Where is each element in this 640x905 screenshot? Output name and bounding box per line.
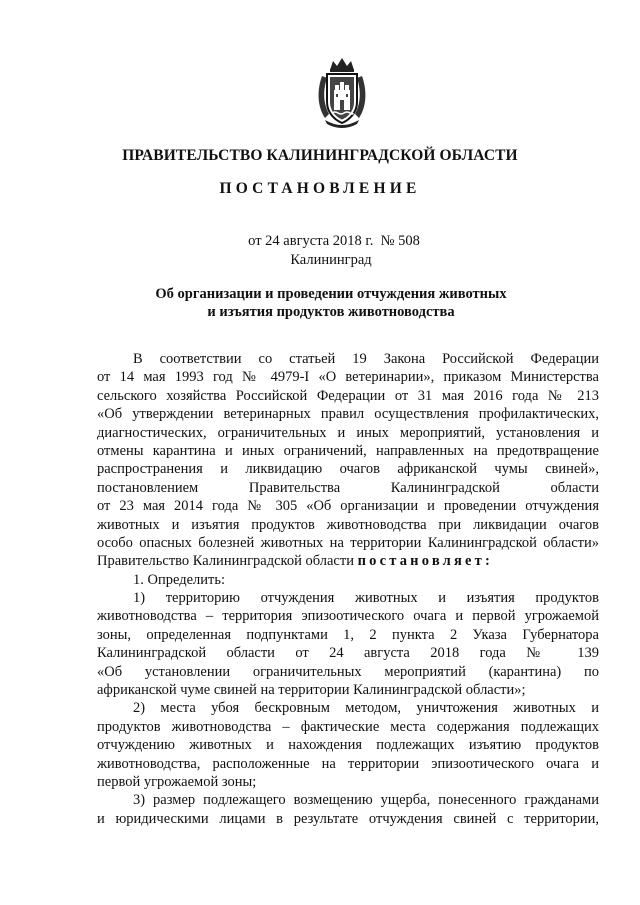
- body-line: Калининградской области от 24 августа 2018 года № 139: [97, 645, 599, 662]
- decree-word: постановляет:: [357, 553, 494, 570]
- body-line: В соответствии со статьей 19 Закона Российской Федерации: [133, 351, 599, 367]
- body-line: постановлением Правительства Калининградской области: [97, 479, 599, 496]
- body-line: «Об утверждении ветеринарных правил осуществления профилактических,: [97, 406, 599, 423]
- body-line: от 23 мая 2014 года № 305 «Об организации и проведении отчуждения: [97, 498, 599, 515]
- body-line: и юридическими лицами в результате отчуждения свиней с территории,: [97, 810, 599, 827]
- body-line: отчуждению животных и нахождения подлежащих изъятию продуктов: [97, 737, 599, 754]
- body-line: 1) территорию отчуждения животных и изъятия продуктов: [133, 590, 599, 607]
- decree-subject: Правительство Калининградской области: [97, 553, 354, 570]
- body-line: «Об установлении ограничительных мероприятий (карантина) по: [97, 663, 599, 680]
- body-line: сельского хозяйства Российской Федерации от 31 мая 2016 года № 213: [97, 387, 599, 404]
- body-line: диагностических, ограничительных и иных мероприятий, установления и: [97, 424, 599, 441]
- city-name: Калининград: [290, 252, 372, 268]
- body-line: продуктов животноводства – фактические места содержания подлежащих: [97, 718, 599, 735]
- body-line: животноводства – территория эпизоотического очага и первой угрожаемой: [97, 608, 599, 625]
- body-line: распространения и ликвидацию очагов африканской чумы свиней»,: [97, 461, 599, 478]
- body-line: первой угрожаемой зоны;: [97, 773, 257, 790]
- government-name: ПРАВИТЕЛЬСТВО КАЛИНИНГРАДСКОЙ ОБЛАСТИ: [122, 147, 518, 164]
- date-number-line: от 24 августа 2018 г. № 508: [248, 233, 420, 249]
- body-line: 1. Определить:: [133, 571, 226, 588]
- body-line: африканской чуме свиней на территории Калининградской области»;: [97, 682, 526, 699]
- body-line: 3) размер подлежащего возмещению ущерба, понесенного гражданами: [133, 792, 599, 809]
- title-line-2: и изъятия продуктов животноводства: [207, 303, 455, 320]
- body-line: отмены карантина и иных ограничений, направленных на предотвращение: [97, 442, 599, 459]
- coat-of-arms-icon: [313, 56, 371, 128]
- document-type: ПОСТАНОВЛЕНИЕ: [219, 180, 421, 197]
- body-line: особо опасных болезней животных на территории Калининградской области»: [97, 534, 599, 551]
- body-line: 2) места убоя бескровным методом, уничтожения животных и: [133, 700, 599, 717]
- document-title: [0, 286, 640, 321]
- title-line-1: Об организации и проведении отчуждения животных: [155, 286, 507, 302]
- body-line: от 14 мая 1993 год № 4979-I «О ветеринарии», приказом Министерства: [97, 369, 599, 386]
- body-line: зоны, определенная подпунктами 1, 2 пункта 2 Указа Губернатора: [97, 626, 599, 643]
- document-body: [97, 350, 599, 828]
- body-line-decree: [97, 552, 599, 570]
- body-line: животноводства, расположенные на территории эпизоотического очага и: [97, 755, 599, 772]
- body-line: животных и изъятия продуктов животноводства при ликвидации очагов: [97, 516, 599, 533]
